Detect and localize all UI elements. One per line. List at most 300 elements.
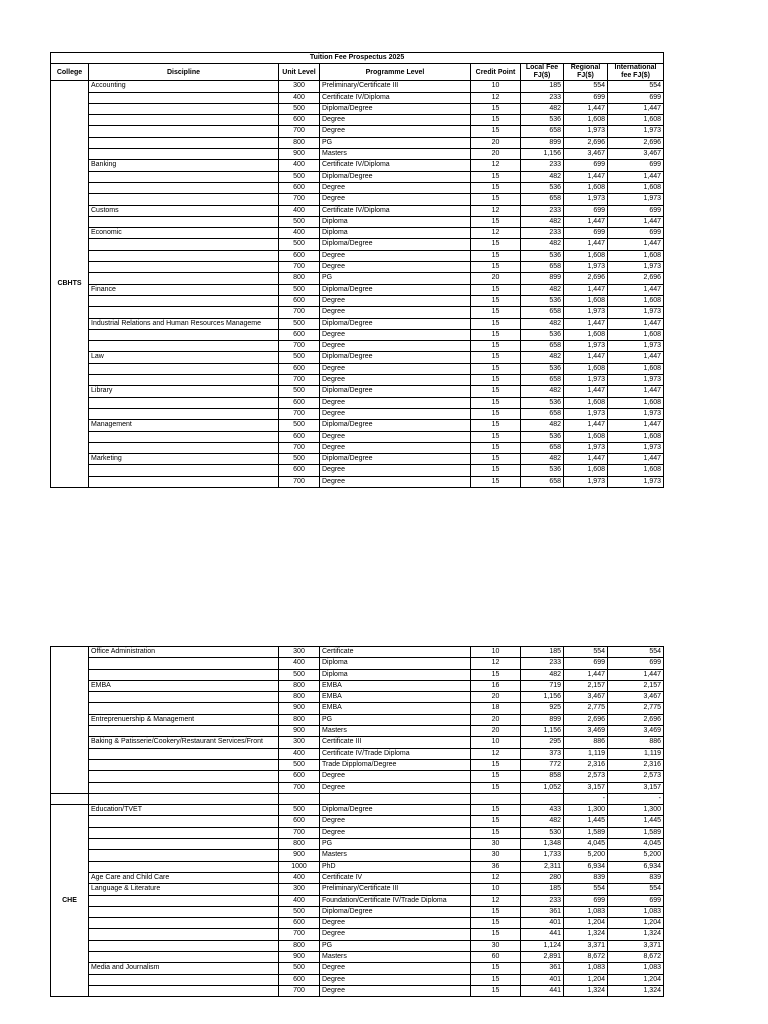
programme-level-cell: Certificate IV/Trade Diploma <box>320 748 471 759</box>
international-fee-cell: 2,696 <box>608 273 664 284</box>
regional-fee-cell: 1,608 <box>564 397 608 408</box>
table-row <box>51 872 664 883</box>
discipline-cell <box>89 703 279 714</box>
header-college: College <box>51 64 89 81</box>
credit-point-cell: 15 <box>471 669 521 680</box>
table-row <box>51 929 664 940</box>
separator-cell <box>89 793 279 804</box>
unit-level-cell: 700 <box>279 442 320 453</box>
programme-level-cell: Degree <box>320 431 471 442</box>
regional-fee-cell: 3,467 <box>564 692 608 703</box>
regional-fee-cell: 1,447 <box>564 454 608 465</box>
separator-cell <box>471 793 521 804</box>
credit-point-cell: 15 <box>471 906 521 917</box>
table-row <box>51 341 664 352</box>
programme-level-cell: Diploma/Degree <box>320 805 471 816</box>
regional-fee-cell: 1,973 <box>564 194 608 205</box>
credit-point-cell: 60 <box>471 952 521 963</box>
programme-level-cell: Diploma/Degree <box>320 906 471 917</box>
credit-point-cell: 15 <box>471 307 521 318</box>
credit-point-cell: 15 <box>471 284 521 295</box>
credit-point-cell: 15 <box>471 352 521 363</box>
credit-point-cell: 15 <box>471 115 521 126</box>
discipline-cell <box>89 341 279 352</box>
separator-cell <box>320 793 471 804</box>
credit-point-cell: 15 <box>471 827 521 838</box>
regional-fee-cell: 1,973 <box>564 307 608 318</box>
regional-fee-cell: 699 <box>564 658 608 669</box>
table-row <box>51 160 664 171</box>
international-fee-cell: 699 <box>608 658 664 669</box>
local-fee-cell: 233 <box>521 228 564 239</box>
table-row <box>51 805 664 816</box>
programme-level-cell: EMBA <box>320 692 471 703</box>
local-fee-cell: 1,156 <box>521 149 564 160</box>
unit-level-cell: 900 <box>279 850 320 861</box>
table-row <box>51 386 664 397</box>
local-fee-cell: 441 <box>521 985 564 996</box>
international-fee-cell: 2,696 <box>608 714 664 725</box>
programme-level-cell: Certificate IV/Diploma <box>320 92 471 103</box>
programme-level-cell: PG <box>320 714 471 725</box>
separator-cell <box>279 793 320 804</box>
unit-level-cell: 700 <box>279 375 320 386</box>
credit-point-cell: 15 <box>471 408 521 419</box>
unit-level-cell: 500 <box>279 805 320 816</box>
unit-level-cell: 400 <box>279 228 320 239</box>
credit-point-cell: 15 <box>471 454 521 465</box>
regional-fee-cell: 1,447 <box>564 171 608 182</box>
international-fee-cell: 2,573 <box>608 771 664 782</box>
credit-point-cell: 15 <box>471 126 521 137</box>
table-row <box>51 318 664 329</box>
programme-level-cell: PG <box>320 940 471 951</box>
programme-level-cell: PhD <box>320 861 471 872</box>
international-fee-cell: 1,447 <box>608 284 664 295</box>
local-fee-cell: 536 <box>521 182 564 193</box>
local-fee-cell: 185 <box>521 647 564 658</box>
unit-level-cell: 400 <box>279 658 320 669</box>
table-row <box>51 748 664 759</box>
unit-level-cell: 500 <box>279 386 320 397</box>
programme-level-cell: Preliminary/Certificate III <box>320 81 471 92</box>
discipline-cell <box>89 759 279 770</box>
local-fee-cell: 1,124 <box>521 940 564 951</box>
programme-level-cell: Degree <box>320 465 471 476</box>
unit-level-cell: 400 <box>279 748 320 759</box>
local-fee-cell: 899 <box>521 273 564 284</box>
unit-level-cell: 500 <box>279 284 320 295</box>
unit-level-cell: 500 <box>279 216 320 227</box>
credit-point-cell: 15 <box>471 431 521 442</box>
table-row <box>51 307 664 318</box>
programme-level-cell: Degree <box>320 974 471 985</box>
college-cell-blank <box>51 647 89 794</box>
local-fee-cell: 658 <box>521 307 564 318</box>
international-fee-cell: 1,608 <box>608 115 664 126</box>
table-row <box>51 239 664 250</box>
unit-level-cell: 600 <box>279 250 320 261</box>
credit-point-cell: 15 <box>471 771 521 782</box>
table-row <box>51 273 664 284</box>
regional-fee-cell: 6,934 <box>564 861 608 872</box>
table-row <box>51 895 664 906</box>
international-fee-cell: 699 <box>608 895 664 906</box>
header-discipline: Discipline <box>89 64 279 81</box>
credit-point-cell: 15 <box>471 171 521 182</box>
programme-level-cell: Diploma/Degree <box>320 239 471 250</box>
discipline-cell <box>89 103 279 114</box>
credit-point-cell: 12 <box>471 748 521 759</box>
programme-level-cell: Diploma/Degree <box>320 386 471 397</box>
header-credit-point: Credit Point <box>471 64 521 81</box>
international-fee-cell: 1,973 <box>608 408 664 419</box>
unit-level-cell: 1000 <box>279 861 320 872</box>
regional-fee-cell: 1,608 <box>564 329 608 340</box>
international-fee-cell: 3,467 <box>608 692 664 703</box>
unit-level-cell: 300 <box>279 81 320 92</box>
regional-fee-cell: 1,608 <box>564 115 608 126</box>
unit-level-cell: 500 <box>279 454 320 465</box>
international-fee-cell: 1,608 <box>608 182 664 193</box>
credit-point-cell: 15 <box>471 363 521 374</box>
local-fee-cell: 1,156 <box>521 692 564 703</box>
discipline-cell <box>89 126 279 137</box>
table-row <box>51 103 664 114</box>
local-fee-cell: 482 <box>521 171 564 182</box>
table-title: Tuition Fee Prospectus 2025 <box>51 53 664 64</box>
local-fee-cell: 658 <box>521 476 564 487</box>
unit-level-cell: 500 <box>279 239 320 250</box>
table-row <box>51 782 664 793</box>
programme-level-cell: Certificate III <box>320 737 471 748</box>
international-fee-cell: 6,934 <box>608 861 664 872</box>
local-fee-cell: 295 <box>521 737 564 748</box>
local-fee-cell: 925 <box>521 703 564 714</box>
programme-level-cell: Degree <box>320 442 471 453</box>
unit-level-cell: 400 <box>279 205 320 216</box>
credit-point-cell: 10 <box>471 647 521 658</box>
local-fee-cell: 536 <box>521 363 564 374</box>
discipline-cell <box>89 295 279 306</box>
regional-fee-cell: 1,608 <box>564 182 608 193</box>
local-fee-cell: 482 <box>521 239 564 250</box>
discipline-cell <box>89 839 279 850</box>
table-row <box>51 397 664 408</box>
local-fee-cell: 280 <box>521 872 564 883</box>
unit-level-cell: 600 <box>279 816 320 827</box>
international-fee-cell: 1,973 <box>608 341 664 352</box>
table-row <box>51 262 664 273</box>
local-fee-cell: 658 <box>521 126 564 137</box>
regional-fee-cell: 1,204 <box>564 918 608 929</box>
local-fee-cell: 658 <box>521 442 564 453</box>
discipline-cell <box>89 182 279 193</box>
credit-point-cell: 15 <box>471 985 521 996</box>
regional-fee-cell: 1,973 <box>564 476 608 487</box>
local-fee-cell: 482 <box>521 420 564 431</box>
credit-point-cell: 12 <box>471 160 521 171</box>
credit-point-cell: 15 <box>471 375 521 386</box>
discipline-cell <box>89 782 279 793</box>
international-fee-cell: 1,204 <box>608 974 664 985</box>
table-row <box>51 918 664 929</box>
international-fee-cell: 1,973 <box>608 375 664 386</box>
local-fee-cell: 658 <box>521 194 564 205</box>
local-fee-cell: 899 <box>521 714 564 725</box>
table-row <box>51 81 664 92</box>
unit-level-cell: 600 <box>279 974 320 985</box>
discipline-cell <box>89 669 279 680</box>
local-fee-cell: 530 <box>521 827 564 838</box>
table-row <box>51 228 664 239</box>
regional-fee-cell: 2,157 <box>564 680 608 691</box>
programme-level-cell: EMBA <box>320 703 471 714</box>
discipline-cell <box>89 748 279 759</box>
discipline-cell: Baking & Patisserie/Cookery/Restaurant Services/Front <box>89 737 279 748</box>
local-fee-cell: 658 <box>521 375 564 386</box>
credit-point-cell: 15 <box>471 805 521 816</box>
table-row <box>51 465 664 476</box>
local-fee-cell: 536 <box>521 295 564 306</box>
credit-point-cell: 15 <box>471 194 521 205</box>
regional-fee-cell: 2,696 <box>564 137 608 148</box>
table-row <box>51 759 664 770</box>
unit-level-cell: 600 <box>279 465 320 476</box>
unit-level-cell: 500 <box>279 103 320 114</box>
discipline-cell: Law <box>89 352 279 363</box>
international-fee-cell: 554 <box>608 81 664 92</box>
discipline-cell <box>89 149 279 160</box>
table2-body <box>51 647 664 997</box>
regional-fee-cell: 1,973 <box>564 375 608 386</box>
programme-level-cell: Diploma/Degree <box>320 420 471 431</box>
table-row <box>51 194 664 205</box>
international-fee-cell: 1,608 <box>608 397 664 408</box>
unit-level-cell: 500 <box>279 669 320 680</box>
unit-level-cell: 400 <box>279 160 320 171</box>
college-cell: CHE <box>51 805 89 997</box>
international-fee-cell: 1,608 <box>608 363 664 374</box>
credit-point-cell: 12 <box>471 228 521 239</box>
local-fee-cell: 361 <box>521 963 564 974</box>
regional-fee-cell: 554 <box>564 647 608 658</box>
unit-level-cell: 600 <box>279 431 320 442</box>
discipline-cell <box>89 239 279 250</box>
programme-level-cell: Degree <box>320 816 471 827</box>
regional-fee-cell: 1,447 <box>564 103 608 114</box>
unit-level-cell: 600 <box>279 329 320 340</box>
programme-level-cell: Degree <box>320 476 471 487</box>
local-fee-cell: 1,156 <box>521 726 564 737</box>
table-row <box>51 115 664 126</box>
programme-level-cell: PG <box>320 273 471 284</box>
unit-level-cell: 900 <box>279 726 320 737</box>
local-fee-cell: 233 <box>521 658 564 669</box>
programme-level-cell: Degree <box>320 126 471 137</box>
header-unit-level: Unit Level <box>279 64 320 81</box>
regional-fee-cell: 3,157 <box>564 782 608 793</box>
programme-level-cell: PG <box>320 137 471 148</box>
regional-fee-cell: 5,200 <box>564 850 608 861</box>
college-cell: CBHTS <box>51 81 89 488</box>
credit-point-cell: 20 <box>471 692 521 703</box>
programme-level-cell: Masters <box>320 952 471 963</box>
unit-level-cell: 700 <box>279 126 320 137</box>
programme-level-cell: Certificate IV <box>320 872 471 883</box>
local-fee-cell: 1,348 <box>521 839 564 850</box>
regional-fee-cell: 699 <box>564 160 608 171</box>
unit-level-cell: 800 <box>279 273 320 284</box>
credit-point-cell: 10 <box>471 81 521 92</box>
tuition-fee-table-page2 <box>50 646 664 997</box>
credit-point-cell: 20 <box>471 137 521 148</box>
international-fee-cell: 1,589 <box>608 827 664 838</box>
international-fee-cell: 554 <box>608 884 664 895</box>
local-fee-cell: 361 <box>521 906 564 917</box>
unit-level-cell: 300 <box>279 737 320 748</box>
table-row <box>51 884 664 895</box>
local-fee-cell: 373 <box>521 748 564 759</box>
international-fee-cell: 1,447 <box>608 103 664 114</box>
international-fee-cell: 2,696 <box>608 137 664 148</box>
local-fee-cell: 899 <box>521 137 564 148</box>
local-fee-cell: 2,891 <box>521 952 564 963</box>
international-fee-cell: 1,324 <box>608 985 664 996</box>
credit-point-cell: 15 <box>471 250 521 261</box>
local-fee-cell: 233 <box>521 205 564 216</box>
international-fee-cell: 1,973 <box>608 194 664 205</box>
table-row <box>51 375 664 386</box>
local-fee-cell: 401 <box>521 918 564 929</box>
international-fee-cell: 3,157 <box>608 782 664 793</box>
regional-fee-cell: 699 <box>564 228 608 239</box>
discipline-cell <box>89 397 279 408</box>
credit-point-cell: 30 <box>471 850 521 861</box>
regional-fee-cell: 886 <box>564 737 608 748</box>
credit-point-cell: 20 <box>471 726 521 737</box>
discipline-cell <box>89 476 279 487</box>
international-fee-cell: 1,447 <box>608 454 664 465</box>
credit-point-cell: 15 <box>471 929 521 940</box>
international-fee-cell: 1,608 <box>608 431 664 442</box>
credit-point-cell: 15 <box>471 329 521 340</box>
unit-level-cell: 700 <box>279 307 320 318</box>
discipline-cell <box>89 194 279 205</box>
regional-fee-cell: 1,608 <box>564 465 608 476</box>
table1-body <box>51 81 664 488</box>
international-fee-cell: 1,447 <box>608 420 664 431</box>
credit-point-cell: 20 <box>471 149 521 160</box>
table-row <box>51 714 664 725</box>
regional-fee-cell: 699 <box>564 92 608 103</box>
credit-point-cell: 16 <box>471 680 521 691</box>
discipline-cell <box>89 726 279 737</box>
table-row <box>51 726 664 737</box>
table-row <box>51 861 664 872</box>
credit-point-cell: 20 <box>471 273 521 284</box>
unit-level-cell: 600 <box>279 115 320 126</box>
programme-level-cell: Degree <box>320 250 471 261</box>
international-fee-cell: 1,973 <box>608 476 664 487</box>
table-row <box>51 669 664 680</box>
regional-fee-cell: 3,371 <box>564 940 608 951</box>
discipline-cell <box>89 431 279 442</box>
programme-level-cell: Degree <box>320 827 471 838</box>
separator-row <box>51 793 664 804</box>
discipline-cell: Education/TVET <box>89 805 279 816</box>
programme-level-cell: EMBA <box>320 680 471 691</box>
unit-level-cell: 500 <box>279 963 320 974</box>
local-fee-cell: 482 <box>521 669 564 680</box>
programme-level-cell: Degree <box>320 782 471 793</box>
discipline-cell: Customs <box>89 205 279 216</box>
international-fee-cell: 1,608 <box>608 250 664 261</box>
regional-fee-cell: 1,973 <box>564 442 608 453</box>
discipline-cell <box>89 827 279 838</box>
credit-point-cell: 15 <box>471 759 521 770</box>
local-fee-cell: 536 <box>521 115 564 126</box>
unit-level-cell: 700 <box>279 341 320 352</box>
discipline-cell <box>89 895 279 906</box>
unit-level-cell: 700 <box>279 262 320 273</box>
separator-cell: - <box>564 793 608 804</box>
regional-fee-cell: 1,083 <box>564 906 608 917</box>
credit-point-cell: 15 <box>471 974 521 985</box>
header-local-fee: Local Fee FJ($) <box>521 64 564 81</box>
international-fee-cell: 1,324 <box>608 929 664 940</box>
international-fee-cell: 839 <box>608 872 664 883</box>
programme-level-cell: Degree <box>320 408 471 419</box>
discipline-cell <box>89 442 279 453</box>
discipline-cell <box>89 929 279 940</box>
discipline-cell: Finance <box>89 284 279 295</box>
programme-level-cell: Degree <box>320 375 471 386</box>
discipline-cell <box>89 307 279 318</box>
local-fee-cell: 482 <box>521 386 564 397</box>
international-fee-cell: 1,447 <box>608 352 664 363</box>
regional-fee-cell: 8,672 <box>564 952 608 963</box>
programme-level-cell: Diploma/Degree <box>320 352 471 363</box>
table-row <box>51 363 664 374</box>
discipline-cell <box>89 658 279 669</box>
credit-point-cell: 15 <box>471 476 521 487</box>
local-fee-cell: 482 <box>521 216 564 227</box>
international-fee-cell: 886 <box>608 737 664 748</box>
regional-fee-cell: 2,775 <box>564 703 608 714</box>
discipline-cell: Age Care and Child Care <box>89 872 279 883</box>
local-fee-cell: 2,311 <box>521 861 564 872</box>
regional-fee-cell: 1,447 <box>564 216 608 227</box>
discipline-cell <box>89 906 279 917</box>
programme-level-cell: Degree <box>320 397 471 408</box>
regional-fee-cell: 3,469 <box>564 726 608 737</box>
discipline-cell <box>89 171 279 182</box>
credit-point-cell: 15 <box>471 341 521 352</box>
discipline-cell <box>89 363 279 374</box>
international-fee-cell: 1,608 <box>608 465 664 476</box>
local-fee-cell: 536 <box>521 329 564 340</box>
regional-fee-cell: 1,973 <box>564 408 608 419</box>
credit-point-cell: 30 <box>471 940 521 951</box>
table-row <box>51 680 664 691</box>
regional-fee-cell: 1,324 <box>564 929 608 940</box>
table-row <box>51 295 664 306</box>
international-fee-cell: 5,200 <box>608 850 664 861</box>
discipline-cell <box>89 250 279 261</box>
discipline-cell <box>89 985 279 996</box>
credit-point-cell: 15 <box>471 262 521 273</box>
